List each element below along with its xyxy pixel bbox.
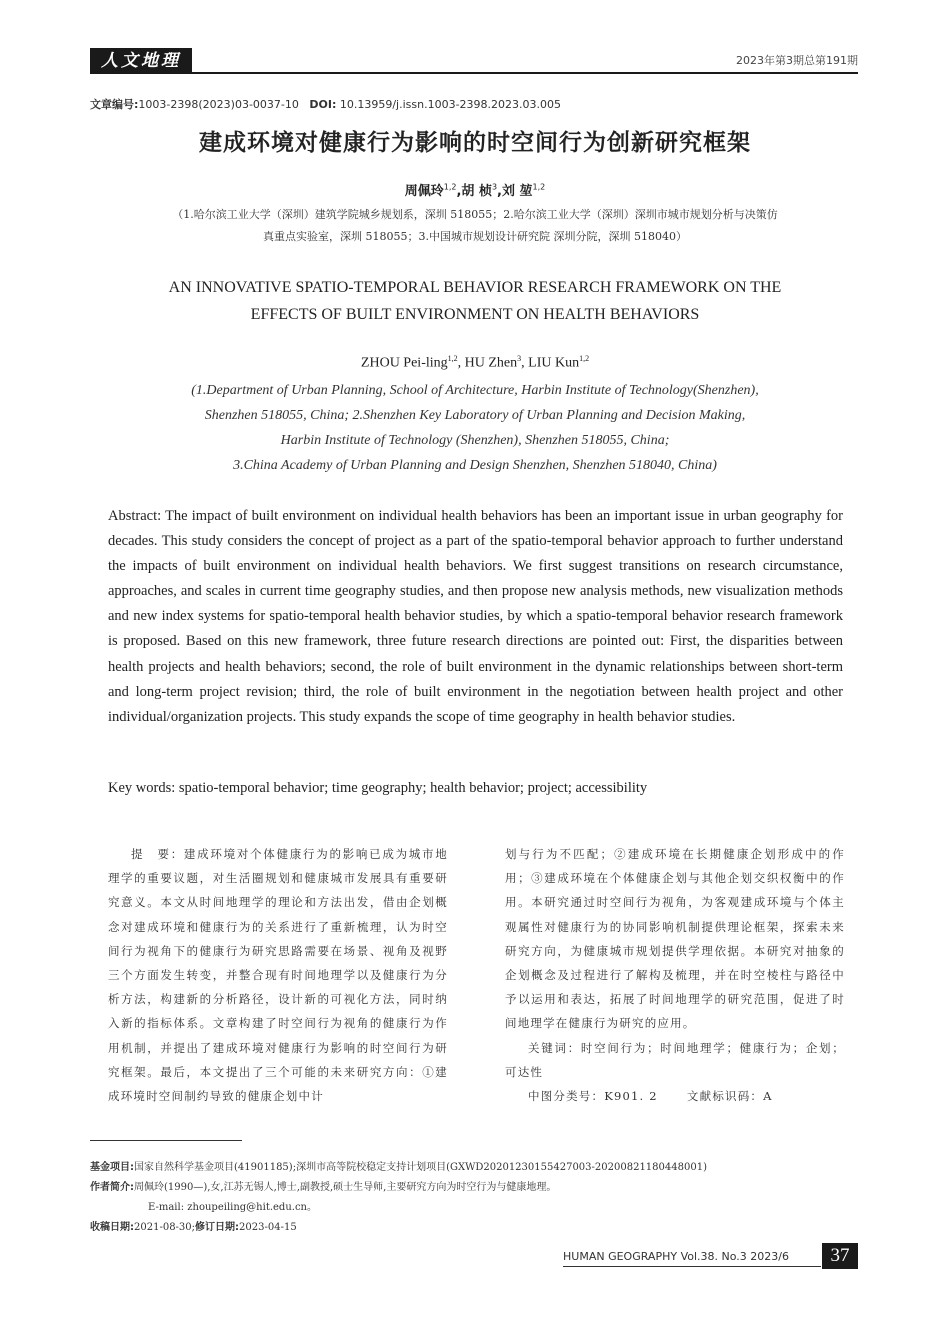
keywords-en-text: spatio-temporal behavior; time geography; health behavior; project; accessibility xyxy=(178,780,648,796)
article-number-label: 文章编号: xyxy=(90,98,139,111)
footnote-rule xyxy=(90,1140,242,1141)
affiliation-cn-line: 真重点实验室，深圳 518055；3.中国城市规划设计研究院 深圳分院，深圳 518040） xyxy=(263,230,687,243)
title-cn: 建成环境对健康行为影响的时空间行为创新研究框架 xyxy=(199,130,751,156)
title-en-line: AN INNOVATIVE SPATIO-TEMPORAL BEHAVIOR RESEARCH FRAMEWORK ON THE xyxy=(168,279,782,296)
clc-label: 中图分类号： xyxy=(528,1089,605,1104)
author-en-2: HU Zhen xyxy=(464,355,518,371)
abstract-cn-label: 提 要： xyxy=(131,847,184,861)
abstract-en xyxy=(108,504,843,730)
title-en-line: EFFECTS OF BUILT ENVIRONMENT ON HEALTH BEHAVIORS xyxy=(250,306,700,323)
doc-code-label: 文献标识码： xyxy=(686,1089,764,1104)
abstract-cn-right-column xyxy=(505,842,845,1108)
article-number xyxy=(90,96,561,112)
affiliation-cn-line: （1.哈尔滨工业大学（深圳）建筑学院城乡规划系，深圳 518055；2.哈尔滨工业大学（深圳）深圳市城市规划分析与决策仿 xyxy=(172,208,778,221)
title-en xyxy=(90,274,860,328)
affiliation-en-line: 3.China Academy of Urban Planning and Design Shenzhen, Shenzhen 518040, China) xyxy=(233,458,717,473)
doi-value: 10.13959/j.issn.1003-2398.2023.03.005 xyxy=(339,98,562,111)
keywords-en-label: Key words: xyxy=(108,780,176,796)
authors-en: ZHOU Pei-ling$^{1,2}$, HU Zhen$^3$, LIU Kun$^{1,2}$ xyxy=(360,354,590,371)
abstract-cn-text-right: 划与行为不匹配；②建成环境在长期健康企划形成中的作用；③建成环境在个体健康企划与其他企划交织权衡中的作用。本研究通过时空间行为视角，为客观建成环境与个体主观属性对健康行为的协同影响机制提供理论框架，探索未来研究方向，为健康城市规划提供学理依据。本研究对抽象的企划概念及过程进行了解构及梳理，并在时空棱柱与路径中予以运用和表达，拓展了时间地理学的研究范围，促进了时间地理学在健康行为研究的应用。 xyxy=(505,847,845,1031)
affiliations-en xyxy=(90,378,860,478)
author-en-3: LIU Kun xyxy=(528,355,580,371)
abstract-en-text: The impact of built environment on individual health behaviors has been an important issue in urban geography for decades. This study considers the concept of project as a part of the spatio-temporal behavior approach to further understand the impacts of built environment on individual health behaviors. We first suggest transitions on research circumstance, approaches, and scales in current time geography studies, and then propose new analysis methods, new visualization methods and new index systems for spatio-temporal health behavior studies, by which a spatio-temporal behavior research framework is proposed. Based on this new framework, three future research directions are pointed out: First, the disparities between health projects and health behaviors; second, the role of built environment in the dynamic relationships between short-term and long-term project revision; third, the role of built environment in the negotiation between health project and other individual/organization projects. This study expands the scope of time geography in health behavior studies. xyxy=(108,508,843,725)
author-note: 作者简介:周佩玲(1990—),女,江苏无锡人,博士,副教授,硕士生导师,主要研究方向为时空行为与健康地理。 xyxy=(90,1182,557,1193)
affiliations-cn xyxy=(90,204,860,248)
email-note: E-mail: zhoupeiling@hit.edu.cn。 xyxy=(148,1202,317,1213)
issue-info: 2023年第3期总第191期 xyxy=(736,54,858,67)
header-rule xyxy=(90,72,858,74)
page-number: 37 xyxy=(822,1243,858,1269)
keywords-en xyxy=(108,780,843,797)
journal-name: 人文地理 xyxy=(90,48,192,74)
keywords-cn: 时空间行为；时间地理学；健康行为；企划；可达性 xyxy=(505,1040,845,1079)
abstract-cn-left-column xyxy=(108,842,448,1108)
affiliation-en-line: Shenzhen 518055, China; 2.Shenzhen Key Laboratory of Urban Planning and Decision Making, xyxy=(204,408,746,423)
affiliation-en-line: (1.Department of Urban Planning, School of Architecture, Harbin Institute of Technology(Shenzhen), xyxy=(191,383,759,398)
author-cn-1: 周佩玲 xyxy=(404,184,444,199)
clc-value: K901. 2 xyxy=(604,1089,658,1104)
abstract-cn-text-left: 建成环境对个体健康行为的影响已成为城市地理学的重要议题，对生活圈规划和健康城市发展具有重要研究意义。本文从时间地理学的理论和方法出发，借由企划概念对建成环境和健康行为的关系进行了重新梳理，认为时空间行为视角下的健康行为研究思路需要在场景、视角及视野三个方面发生转变，并整合现有时间地理学以及健康行为分析方法，构建新的分析路径，设计新的可视化方法，同时纳入新的指标体系。文章构建了时空间行为视角的健康行为作用机制，并提出了建成环境对健康行为影响的时空间行为研究框架。最后，本文提出了三个可能的未来研究方向：①建成环境时空间制约导致的健康企划中计 xyxy=(108,847,448,1104)
author-cn-2: 胡 桢 xyxy=(461,184,492,199)
footer-journal-info: HUMAN GEOGRAPHY Vol.38. No.3 2023/6 xyxy=(563,1250,789,1263)
footer-rule xyxy=(563,1266,821,1267)
keywords-cn-label: 关键词： xyxy=(528,1040,581,1055)
footnotes xyxy=(90,1158,860,1238)
article-number-value: 1003-2398(2023)03-0037-10 xyxy=(138,98,299,111)
doi-label: DOI: xyxy=(309,98,337,111)
dates-note: 收稿日期:2021-08-30;修订日期:2023-04-15 xyxy=(90,1222,297,1233)
author-cn-3: 刘 堃 xyxy=(502,184,533,199)
affiliation-en-line: Harbin Institute of Technology (Shenzhen), Shenzhen 518055, China; xyxy=(280,433,670,448)
abstract-en-label: Abstract: xyxy=(108,508,162,524)
authors-cn: 周佩玲$^{1,2}$,胡 桢$^3$,刘 堃$^{1,2}$ xyxy=(404,182,546,199)
doc-code-value: A xyxy=(763,1089,773,1104)
fund-note: 基金项目:国家自然科学基金项目(41901185);深圳市高等院校稳定支持计划项目(GXWD20201230155427003-20200821180448001) xyxy=(90,1162,707,1173)
author-en-1: ZHOU Pei-ling xyxy=(360,355,448,371)
